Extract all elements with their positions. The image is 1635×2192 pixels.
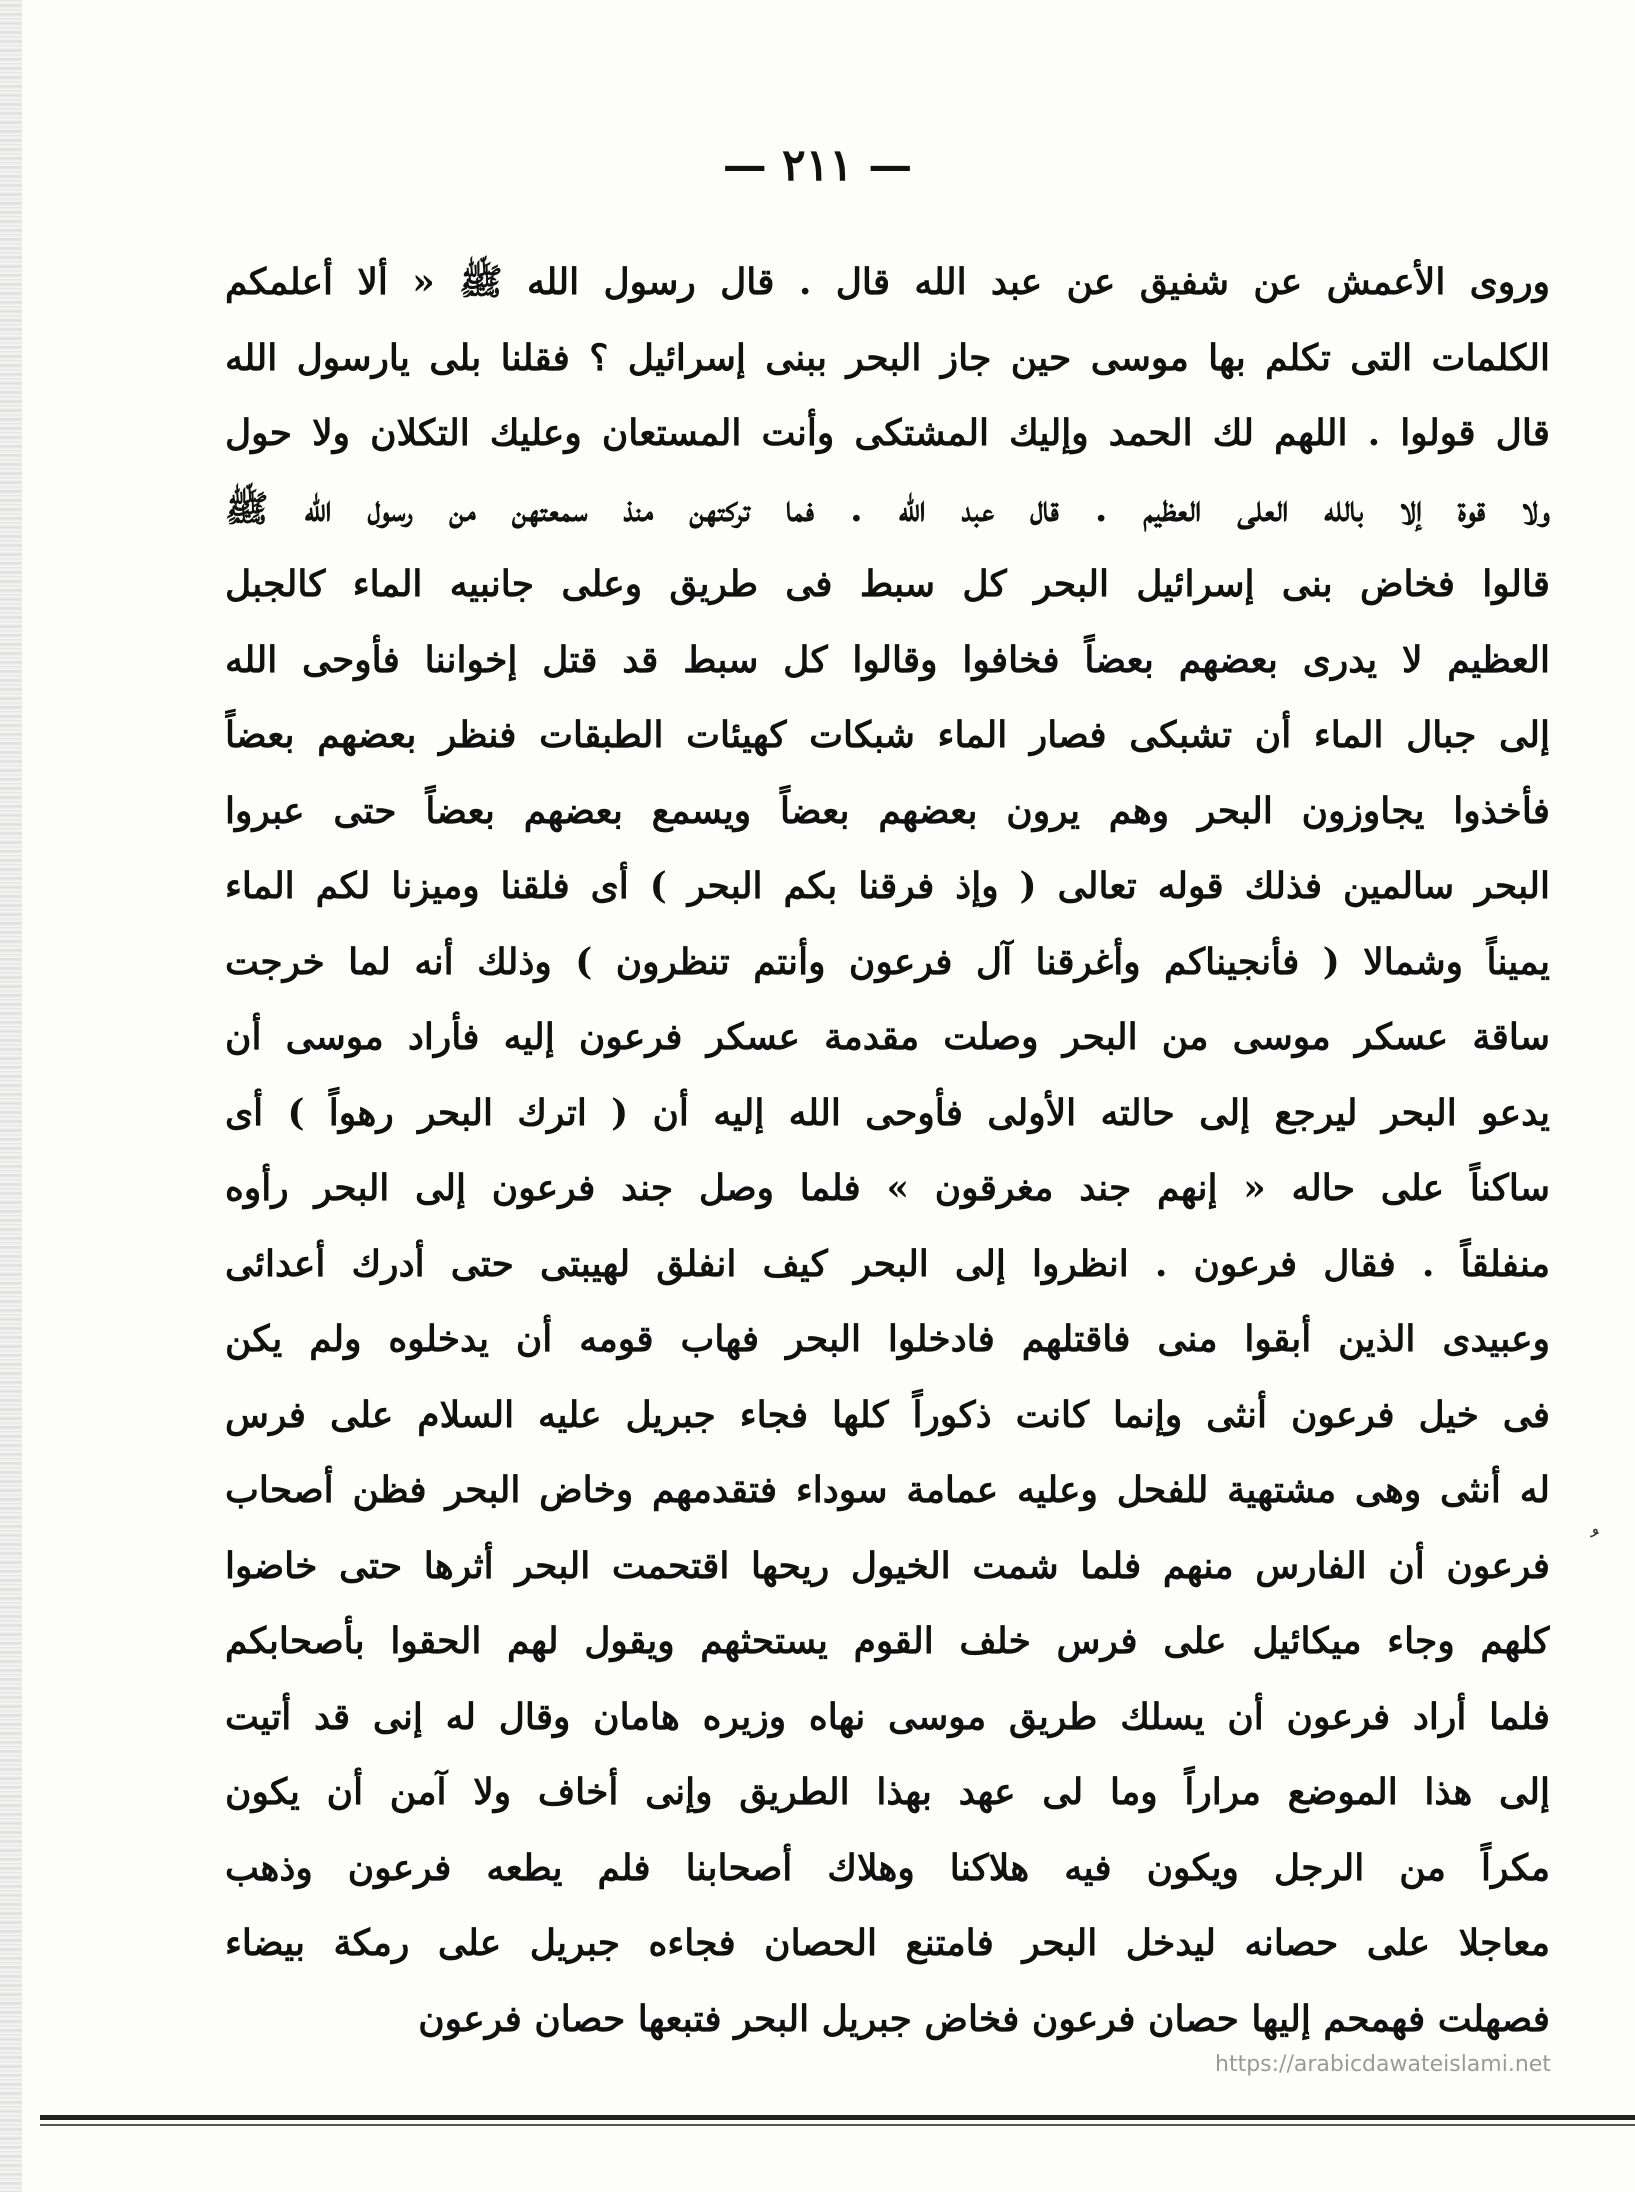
text-line: قالوا فخاض بنى إسرائيل البحر كل سبط فى طريق وعلى جانبيه الماء كالجبل [225,563,1550,605]
text-line: فرعون أن الفارس منهم فلما شمت الخيول ريحها اقتحمت البحر أثرها حتى خاضوا [225,1544,1550,1587]
text-line: كلهم وجاء ميكائيل على فرس خلف القوم يستحثهم ويقول لهم الحقوا بأصحابكم [225,1620,1550,1662]
text-line: مكراً من الرجل ويكون فيه هلاكنا وهلاك أصحابنا فلم يطعه فرعون وذهب [225,1846,1550,1889]
text-line: وروى الأعمش عن شفيق عن عبد الله قال . قال رسول الله ﷺ « ألا أعلمكم [225,261,1550,303]
page-number: — ٢١١ — [722,140,913,191]
text-line: وعبيدى الذين أبقوا منى فاقتلهم فادخلوا البحر فهاب قومه أن يدخلوه ولم يكن [225,1318,1550,1360]
text-line: ساقة عسكر موسى من البحر وصلت مقدمة عسكر فرعون إليه فأراد موسى أن [225,1016,1550,1058]
text-line: إلى جبال الماء أن تشبكى فصار الماء شبكات كهيئات الطبقات فنظر بعضهم بعضاً [225,714,1550,756]
text-line: منفلقاً . فقال فرعون . انظروا إلى البحر كيف انفلق لهيبتى حتى أدرك أعدائى [225,1242,1550,1285]
body-text [225,245,1550,2057]
text-line: البحر سالمين فذلك قوله تعالى ( وإذ فرقنا بكم البحر ) أى فلقنا وميزنا لكم الماء [225,865,1550,907]
text-line: فأخذوا يجاوزون البحر وهم يرون بعضهم بعضاً ويسمع بعضهم بعضاً حتى عبروا [225,789,1550,832]
text-line: فصهلت فهمحم إليها حصان فرعون فخاض جبريل البحر فتبعها حصان فرعون [418,1997,1550,2040]
text-line: معاجلا على حصانه ليدخل البحر فامتنع الحصان فجاءه جبريل على رمكة بيضاء [225,1922,1550,1964]
text-line: الكلمات التى تكلم بها موسى حين جاز البحر ببنى إسرائيل ؟ فقلنا بلى يارسول الله [225,336,1550,379]
watermark-url: https://arabicdawateislami.net [1215,2052,1551,2077]
text-line: فلما أراد فرعون أن يسلك طريق موسى نهاه وزيره هامان وقال له إنى قد أتيت [225,1695,1550,1738]
text-line: إلى هذا الموضع مراراً وما لى عهد بهذا الطريق وإنى أخاف ولا آمن أن يكون [225,1771,1550,1813]
binding-edge [0,0,22,2192]
text-line: ولا قوة إلا بالله العلى العظيم . قال عبد الله . فما تركتهن منذ سمعتهن من رسول الله ﷺ [225,487,1550,530]
text-line: العظيم لا يدرى بعضهم بعضاً فخافوا وقالوا كل سبط قد قتل إخواننا فأوحى الله [225,638,1550,681]
text-line: فى خيل فرعون أنثى وإنما كانت ذكوراً كلها فجاء جبريل عليه السلام على فرس [225,1393,1550,1436]
text-line: له أنثى وهى مشتهية للفحل وعليه عمامة سوداء فتقدمهم وخاض البحر فظن أصحاب [225,1469,1550,1511]
margin-mark: ﹸ [1590,1528,1599,1563]
text-line: قال قولوا . اللهم لك الحمد وإليك المشتكى وأنت المستعان وعليك التكلان ولا حول [225,412,1550,454]
footer-rule-thick [40,2115,1635,2120]
footer-rule-thin [40,2124,1635,2126]
text-line: ساكناً على حاله « إنهم جند مغرقون » فلما وصل جند فرعون إلى البحر رأوه [225,1167,1550,1209]
text-line: يميناً وشمالا ( فأنجيناكم وأغرقنا آل فرعون وأنتم تنظرون ) وذلك أنه لما خرجت [225,940,1550,983]
text-line: يدعو البحر ليرجع إلى حالته الأولى فأوحى الله إليه أن ( اترك البحر رهواً ) أى [225,1091,1550,1134]
